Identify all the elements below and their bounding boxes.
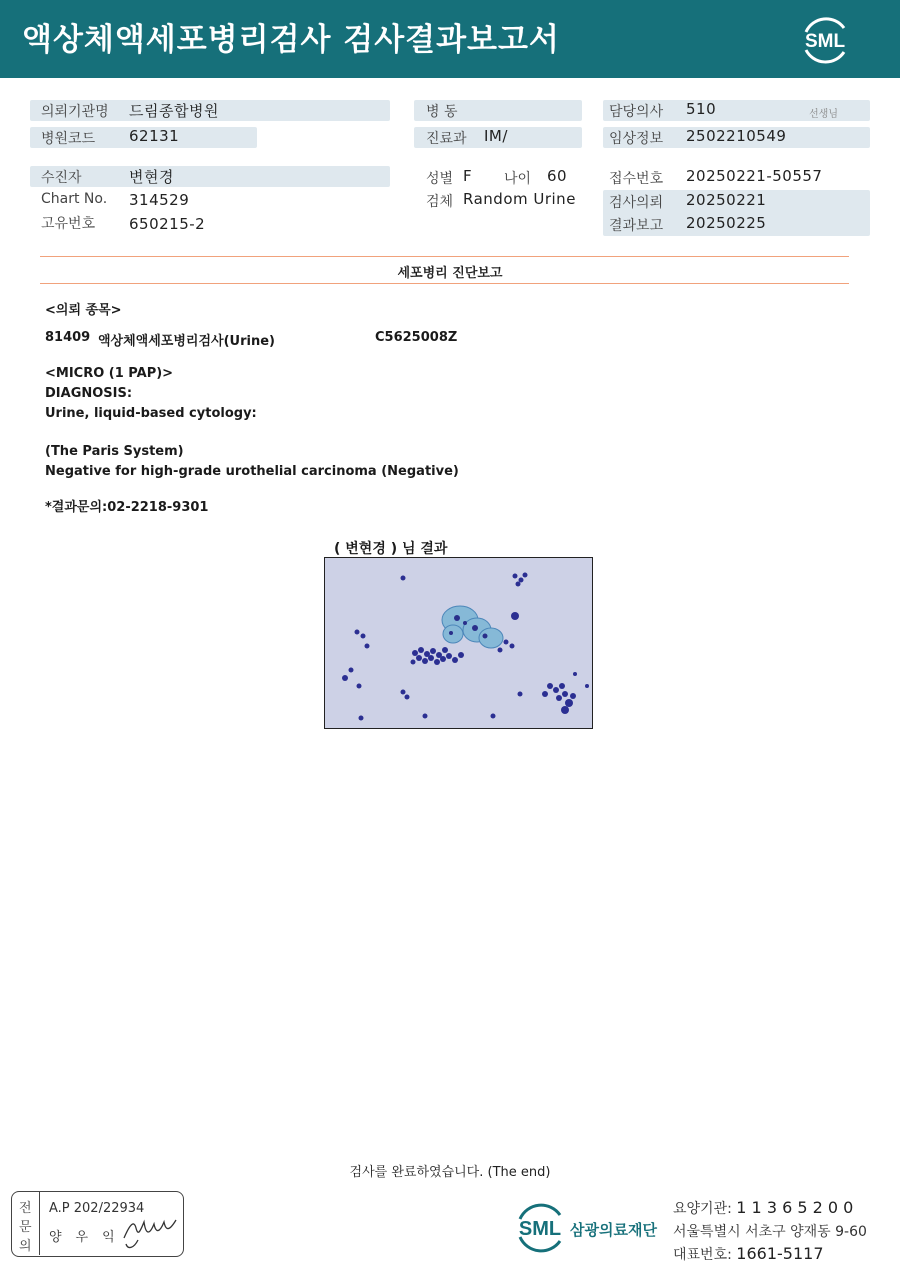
doctor-value: 510 bbox=[686, 100, 717, 118]
hospital-code-label: 병원코드 bbox=[41, 131, 96, 147]
item-name: 액상체액세포병리검사(Urine) bbox=[98, 334, 275, 349]
stamp-side-char: 의 bbox=[19, 1239, 32, 1254]
sml-footer-logo-icon bbox=[510, 1199, 570, 1255]
specimen-label: 검체 bbox=[426, 194, 454, 210]
organization-address: 서울특별시 서초구 양재동 9-60 bbox=[673, 1224, 867, 1240]
report-date-value: 20250225 bbox=[686, 214, 767, 232]
stamp-side bbox=[12, 1192, 40, 1255]
diagnosis-label: DIAGNOSIS: bbox=[45, 386, 133, 401]
result-contact: *결과문의:02-2218-9301 bbox=[45, 500, 209, 515]
institution-label: 의뢰기관명 bbox=[41, 104, 109, 120]
receipt-label: 접수번호 bbox=[609, 171, 664, 187]
representative-phone bbox=[673, 1244, 824, 1264]
section-rule-top bbox=[40, 256, 849, 257]
svg-text:SML: SML bbox=[804, 31, 846, 52]
sml-logo-icon bbox=[796, 12, 854, 66]
clinical-info-value: 2502210549 bbox=[686, 127, 787, 145]
institution-code-value: 1 1 3 6 5 2 0 0 bbox=[736, 1198, 854, 1217]
chart-value: 314529 bbox=[129, 191, 190, 209]
stamp-ap-number: A.P 202/22934 bbox=[49, 1201, 145, 1216]
stamp-pathologist-name: 양우익 bbox=[49, 1230, 129, 1245]
patient-label: 수진자 bbox=[41, 170, 82, 186]
age-value: 60 bbox=[547, 167, 568, 185]
patient-name: 변현경 bbox=[129, 168, 174, 186]
cytology-image bbox=[324, 557, 593, 729]
stamp-side-char: 전 bbox=[19, 1201, 32, 1216]
age-label: 나이 bbox=[504, 171, 532, 187]
report-date-label: 결과보고 bbox=[609, 218, 664, 234]
stamp-side-char: 문 bbox=[19, 1220, 32, 1235]
doctor-label: 담당의사 bbox=[609, 104, 664, 120]
image-caption: ( 변현경 ) 님 결과 bbox=[334, 541, 448, 557]
sex-label: 성별 bbox=[426, 171, 454, 187]
signature-icon bbox=[120, 1206, 182, 1250]
diagnosis-result: Negative for high-grade urothelial carcinoma (Negative) bbox=[45, 464, 459, 479]
phone-label: 대표번호: bbox=[673, 1247, 732, 1263]
unique-label: 고유번호 bbox=[41, 216, 96, 232]
specimen-value: Random Urine bbox=[463, 190, 576, 208]
organization-name: 삼광의료재단 bbox=[570, 1221, 657, 1239]
ward-label: 병 동 bbox=[426, 104, 458, 120]
svg-text:SML: SML bbox=[518, 1218, 562, 1240]
department-value: IM/ bbox=[484, 127, 508, 145]
specimen-line: Urine, liquid-based cytology: bbox=[45, 406, 257, 421]
phone-value: 1661-5117 bbox=[736, 1244, 824, 1263]
request-value: 20250221 bbox=[686, 191, 767, 209]
doctor-suffix: 선생님 bbox=[809, 109, 838, 120]
pathologist-stamp bbox=[11, 1191, 184, 1257]
sex-value: F bbox=[463, 167, 473, 185]
item-code: 81409 bbox=[45, 330, 91, 345]
institution-code-label: 요양기관: bbox=[673, 1201, 732, 1217]
section-title: 세포병리 진단보고 bbox=[397, 266, 503, 281]
report-title: 액상체액세포병리검사 검사결과보고서 bbox=[22, 22, 560, 58]
end-text: 검사를 완료하였습니다. (The end) bbox=[349, 1165, 551, 1180]
request-label: 검사의뢰 bbox=[609, 195, 664, 211]
receipt-value: 20250221-50557 bbox=[686, 167, 823, 185]
department-label: 진료과 bbox=[426, 131, 467, 147]
patient-pill bbox=[30, 166, 390, 187]
clinical-info-label: 임상정보 bbox=[609, 131, 664, 147]
unique-value: 650215-2 bbox=[129, 215, 206, 233]
section-rule-bottom bbox=[40, 283, 849, 284]
hospital-code-value: 62131 bbox=[129, 127, 180, 145]
cytology-micrograph-icon bbox=[325, 558, 593, 729]
item-id: C5625008Z bbox=[375, 330, 458, 345]
micro-heading: <MICRO (1 PAP)> bbox=[45, 366, 174, 381]
paris-system: (The Paris System) bbox=[45, 444, 184, 459]
institution-code bbox=[673, 1198, 853, 1218]
chart-label: Chart No. bbox=[41, 191, 108, 207]
request-items-heading: <의뢰 종목> bbox=[45, 303, 122, 318]
report-header bbox=[0, 0, 900, 78]
institution-value: 드림종합병원 bbox=[129, 102, 219, 120]
